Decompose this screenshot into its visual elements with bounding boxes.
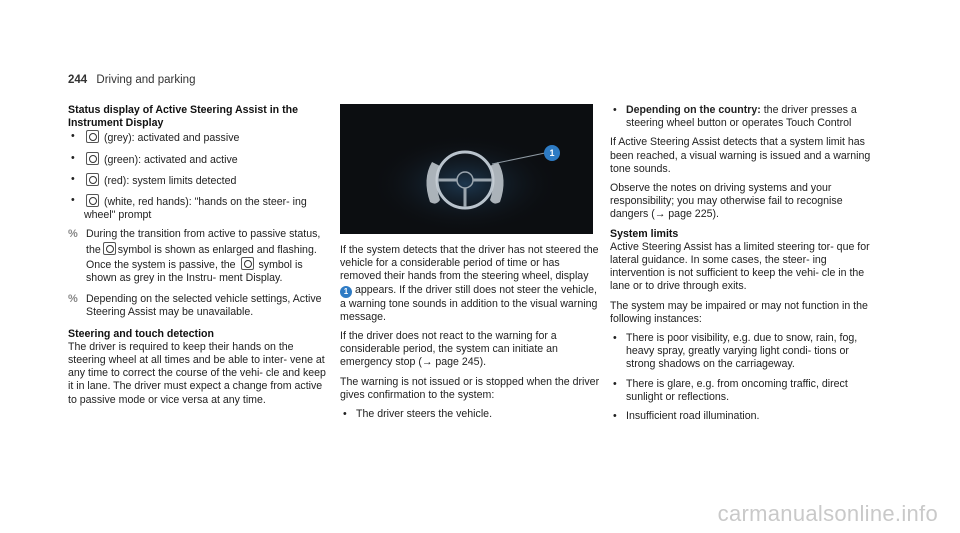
steering-assist-icon [86,194,99,207]
column-left [68,104,330,413]
callout-badge: 1 [340,286,352,298]
steering-wheel-illustration [340,104,593,234]
hands-off-paragraph: If the system detects that the driver has not steered the vehicle for a considerable period of time or has removed their hands from the steering wheel, display 1 appears. If the driver still does not steer the vehicle, a warning tone sounds in addition to the visual warning message. [340,244,599,323]
list-item: • (red): system limits detected [68,173,330,188]
figure-callout-label: 1 [549,148,555,158]
steering-assist-icon [86,173,99,186]
column-right [610,104,880,429]
list-item: • The driver steers the vehicle. [340,408,602,421]
list-item: • (grey): activated and passive [68,130,330,145]
list-item: • Insufficient road illumination. [610,410,880,423]
steering-assist-icon [86,130,99,143]
confirmation-list [340,408,602,421]
status-list [68,130,330,222]
list-item: • There is poor visibility, e.g. due to snow, rain, fog, heavy spray, greatly varying light condi- tions or strong shadows on the carriageway. [610,332,880,372]
page-header [68,74,195,86]
note-availability: % Depending on the selected vehicle settings, Active Steering Assist may be unavailable. [68,293,322,319]
steering-touch-heading: Steering and touch detection [68,327,214,340]
list-item: • (white, red hands): "hands on the steer- ing wheel" prompt [68,194,330,222]
steering-assist-icon [241,257,254,270]
steering-torque-paragraph: Active Steering Assist has a limited steering tor- que for lateral guidance. In some cases, the steer- ing intervention is not sufficient to keep the vehi- cle in the lane or to drive through exits. [610,240,870,293]
country-list [610,104,880,130]
page-number: 244 [68,74,88,86]
list-item: • (green): activated and active [68,152,330,167]
emergency-stop-paragraph: If the driver does not react to the warning for a considerable period, the system can initiate an emergency stop (→ page 245). [340,330,558,369]
instrument-display-figure [340,104,593,234]
system-limit-paragraph: If Active Steering Assist detects that a system limit has been reached, a visual warning is issued and a warning tone sounds. [610,136,871,175]
info-icon: % [68,293,78,306]
watermark: carmanualsonline.info [717,501,938,526]
confirmation-paragraph: The warning is not issued or is stopped when the driver gives confirmation to the system: [340,375,600,401]
column-middle [340,104,602,427]
steering-assist-icon [103,242,116,255]
impairment-list [610,332,880,423]
steering-assist-icon [86,152,99,165]
list-item: • There is glare, e.g. from oncoming traffic, direct sunlight or reflections. [610,378,880,404]
system-limits-heading: System limits [610,227,679,240]
steering-touch-paragraph: The driver is required to keep their hands on the steering wheel at all times and be able to inter- vene at any time to correct the course of the vehi- cle and keep it in lane. The driver must expect a change from active to passive mode or vice versa at any time. [68,340,326,406]
section-title: Driving and parking [96,74,196,86]
note-transition: % During the transition from active to passive status, the symbol is shown as enlarged and flashing. Once the system is passive, the symbol is shown as grey in the Instru- ment Display. [68,228,321,285]
observe-notes-paragraph: Observe the notes on driving systems and your responsibility; you may otherwise fail to recognise dangers (→ page 225). [610,182,843,221]
list-item: • Depending on the country: the driver presses a steering wheel button or operates Touch Control [610,104,880,130]
status-display-heading: Status display of Active Steering Assist in the Instrument Display [68,104,298,130]
info-icon: % [68,228,78,241]
impaired-paragraph: The system may be impaired or may not function in the following instances: [610,299,868,325]
